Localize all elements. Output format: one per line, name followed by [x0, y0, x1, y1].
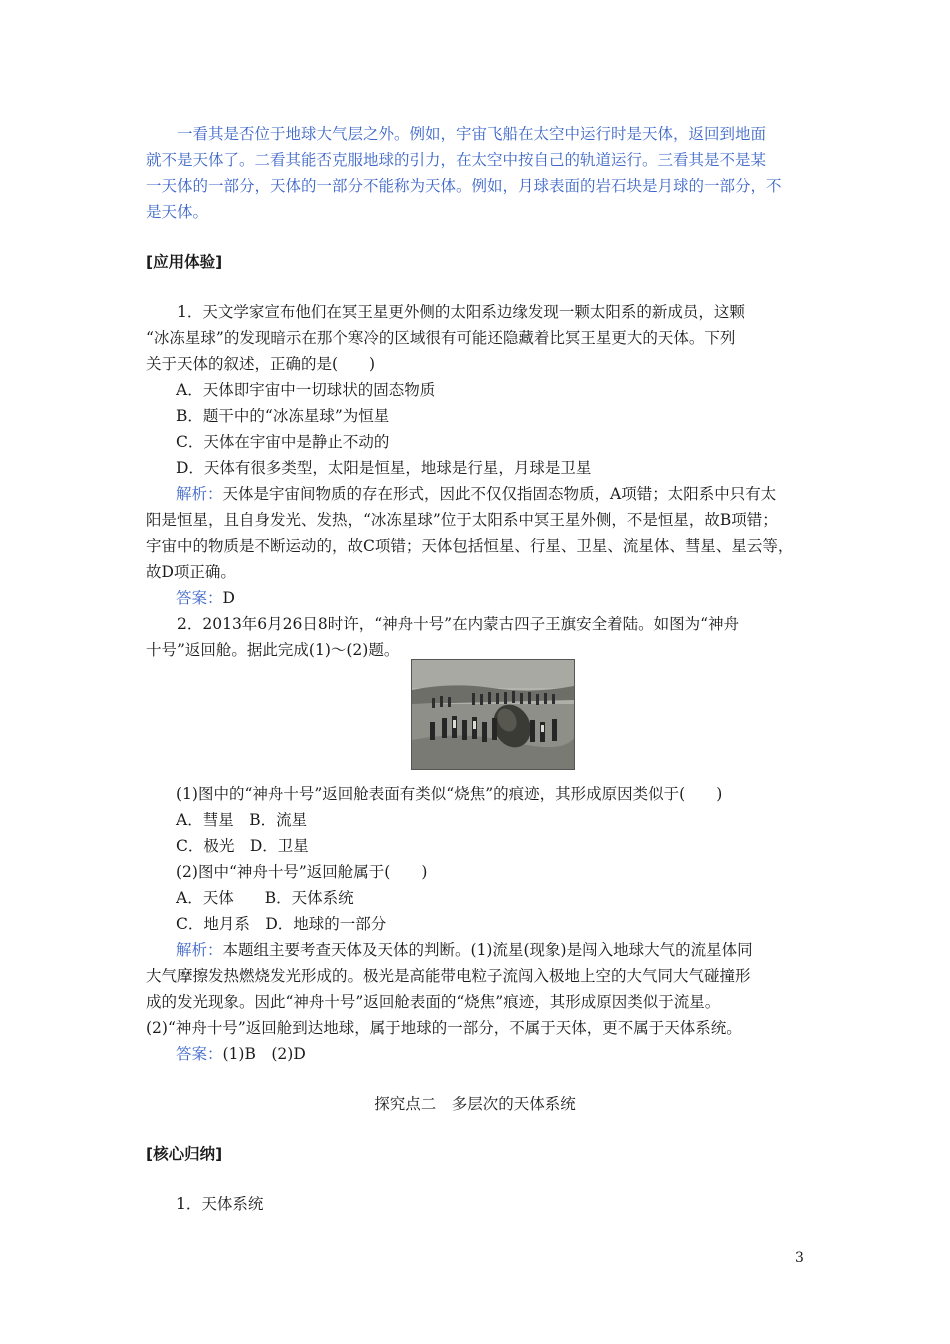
q1-stem-line-2: “冰冻星球”的发现暗示在那个寒冷的区域很有可能还隐藏着比冥王星更大的天体。下列	[146, 329, 736, 347]
q2-answer	[176, 1041, 306, 1067]
section-heading-core-summary: [核心归纳]	[146, 1145, 223, 1163]
q2-sub1-stem: (1)图中的“神舟十号”返回舱表面有类似“烧焦”的痕迹，其形成原因类似于( )	[176, 785, 723, 803]
q1-option-a: A．天体即宇宙中一切球状的固态物质	[176, 381, 436, 399]
q2-sub2-options-cd: C．地月系 D．地球的一部分	[176, 915, 387, 933]
q1-stem-line-3: 关于天体的叙述，正确的是( )	[146, 355, 376, 373]
intro-line-2: 就不是天体了。二看其能否克服地球的引力，在太空中按自己的轨道运行。三看其是不是某	[146, 151, 767, 169]
item-celestial-system: 1．天体系统	[176, 1195, 264, 1213]
q2-analysis-line-3: 成的发光现象。因此“神舟十号”返回舱表面的“烧焦”痕迹，其形成原因类似于流星。	[146, 993, 721, 1011]
q2-answer-value: (1)B (2)D	[222, 1045, 306, 1063]
q1-stem-line-1: 1．天文学家宣布他们在冥王星更外侧的太阳系边缘发现一颗太阳系的新成员，这颗	[177, 303, 745, 321]
q1-option-c: C．天体在宇宙中是静止不动的	[176, 433, 390, 451]
q1-analysis-line-1	[176, 481, 776, 507]
q2-stem-line-2: 十号”返回舱。据此完成(1)～(2)题。	[146, 641, 400, 659]
q2-analysis-line-4: (2)“神舟十号”返回舱到达地球，属于地球的一部分，不属于天体，更不属于天体系统。	[146, 1019, 742, 1037]
section-heading-application: [应用体验]	[146, 253, 223, 271]
q2-stem-line-1: 2．2013年6月26日8时许，“神舟十号”在内蒙古四子王旗安全着陆。如图为“神舟	[177, 615, 740, 633]
q1-analysis-line-2: 阳是恒星，且自身发光、发热，“冰冻星球”位于太阳系中冥王星外侧，不是恒星，故B项错；	[146, 511, 778, 529]
q1-analysis-label: 解析：	[176, 485, 223, 503]
q1-answer	[176, 585, 235, 611]
section-title-inquiry-2: 探究点二 多层次的天体系统	[374, 1095, 576, 1113]
q2-sub2-stem: (2)图中“神舟十号”返回舱属于( )	[176, 863, 428, 881]
intro-line-4: 是天体。	[146, 203, 209, 221]
intro-line-3: 一天体的一部分，天体的一部分不能称为天体。例如，月球表面的岩石块是月球的一部分，不	[146, 177, 782, 195]
q1-option-b: B．题干中的“冰冻星球”为恒星	[176, 407, 390, 425]
q1-answer-label: 答案：	[176, 589, 223, 607]
q1-analysis-line-4: 故D项正确。	[146, 563, 236, 581]
q1-option-d: D．天体有很多类型，太阳是恒星，地球是行星，月球是卫星	[176, 459, 592, 477]
q2-analysis-text: 本题组主要考查天体及天体的判断。(1)流星(现象)是闯入地球大气的流星体同	[222, 941, 753, 959]
q2-analysis-line-1	[176, 937, 753, 963]
q2-answer-label: 答案：	[176, 1045, 223, 1063]
q2-sub1-options-cd: C．极光 D．卫星	[176, 837, 309, 855]
q1-analysis-text: 天体是宇宙间物质的存在形式，因此不仅仅指固态物质，A项错；太阳系中只有太	[222, 485, 777, 503]
q2-analysis-line-2: 大气摩擦发热燃烧发光形成的。极光是高能带电粒子流闯入极地上空的大气同大气碰撞形	[146, 967, 751, 985]
q1-analysis-line-3: 宇宙中的物质是不断运动的，故C项错；天体包括恒星、行星、卫星、流星体、彗星、星云等，	[146, 537, 794, 555]
page-number: 3	[795, 1250, 804, 1266]
q2-analysis-label: 解析：	[176, 941, 223, 959]
q1-answer-value: D	[222, 589, 235, 607]
intro-line-1: 一看其是否位于地球大气层之外。例如，宇宙飞船在太空中运行时是天体，返回到地面	[177, 125, 767, 143]
q2-sub2-options-ab: A．天体 B．天体系统	[176, 889, 354, 907]
capsule-photo	[411, 659, 575, 770]
capsule-photo-image	[412, 660, 574, 769]
q2-sub1-options-ab: A．彗星 B．流星	[176, 811, 308, 829]
